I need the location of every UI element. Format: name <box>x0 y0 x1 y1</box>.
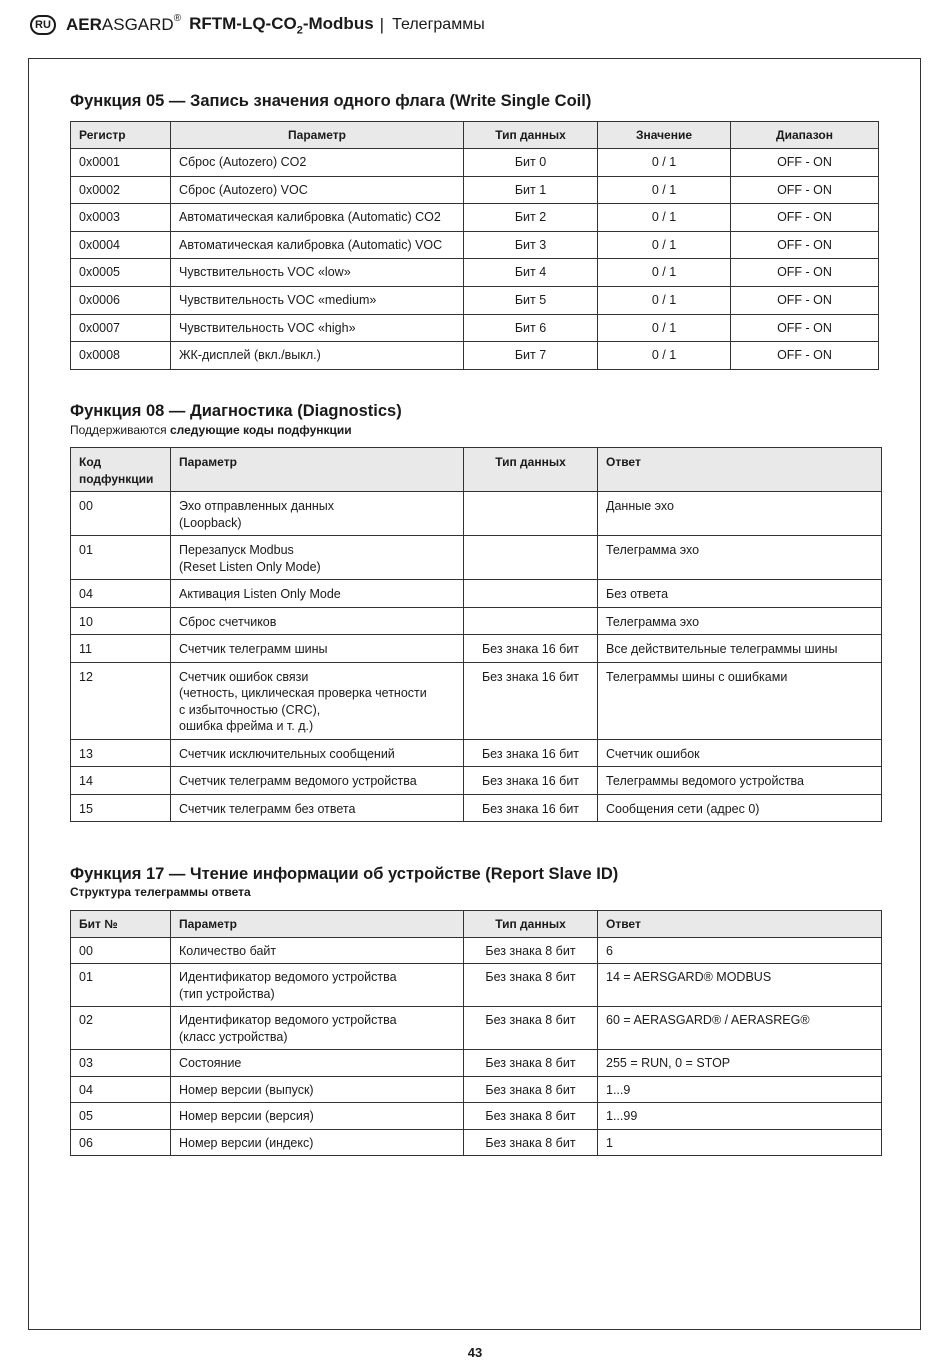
table-row <box>71 1050 882 1077</box>
table-row <box>71 536 882 580</box>
parameter-line: Активация Listen Only Mode <box>179 587 341 601</box>
value-cell: 0 / 1 <box>598 314 731 342</box>
data-type-cell: Без знака 8 бит <box>464 964 598 1007</box>
data-type-cell: Бит 6 <box>464 314 598 342</box>
table-row <box>71 964 882 1007</box>
parameter-line: Счетчик телеграмм без ответа <box>179 801 356 816</box>
answer-cell: Все действительные телеграммы шины <box>598 635 882 663</box>
answer-cell: Телеграмма эхо <box>598 536 882 580</box>
answer-cell: Счетчик ошибок <box>598 739 882 767</box>
table-row <box>71 739 882 767</box>
parameter-cell: Сброс (Autozero) VOC <box>171 176 464 204</box>
table-row <box>71 607 882 635</box>
f08-title: Функция 08 — Диагностика (Diagnostics) <box>70 402 402 420</box>
range-cell: OFF - ON <box>731 314 879 342</box>
answer-cell: Данные эхо <box>598 492 882 536</box>
parameter-line: (Reset Listen Only Mode) <box>179 559 321 574</box>
parameter-line: Счетчик исключительных сообщений <box>179 746 395 761</box>
parameter-line: Состояние <box>179 1056 242 1070</box>
data-type-cell: Без знака 8 бит <box>464 1007 598 1050</box>
table-row <box>71 635 882 663</box>
parameter-cell: Чувствительность VOC «high» <box>171 314 464 342</box>
parameter-cell <box>171 964 464 1007</box>
range-cell: OFF - ON <box>731 259 879 287</box>
table-row <box>71 231 879 259</box>
table-row <box>71 580 882 608</box>
column-header: Тип данных <box>464 448 598 492</box>
code-cell: 11 <box>71 635 171 663</box>
data-type-cell: Без знака 16 бит <box>464 767 598 795</box>
column-header: Бит № <box>71 911 171 938</box>
table-row <box>71 176 879 204</box>
value-cell: 0 / 1 <box>598 259 731 287</box>
data-type-cell: Без знака 8 бит <box>464 937 598 964</box>
parameter-cell <box>171 1103 464 1130</box>
column-header: Параметр <box>171 911 464 938</box>
register-cell: 0x0002 <box>71 176 171 204</box>
data-type-cell: Бит 0 <box>464 149 598 177</box>
brand-logo: AERASGARD® <box>66 13 182 34</box>
answer-cell: Телеграмма эхо <box>598 607 882 635</box>
page-header <box>30 12 485 38</box>
register-cell: 0x0003 <box>71 204 171 232</box>
register-cell: 0x0007 <box>71 314 171 342</box>
code-cell: 03 <box>71 1050 171 1077</box>
table-row <box>71 767 882 795</box>
value-cell: 0 / 1 <box>598 176 731 204</box>
register-cell: 0x0006 <box>71 286 171 314</box>
column-header: Код подфункции <box>71 448 171 492</box>
range-cell: OFF - ON <box>731 286 879 314</box>
parameter-line: с избыточностью (CRC), <box>179 702 321 717</box>
column-header: Ответ <box>598 911 882 938</box>
parameter-cell <box>171 1076 464 1103</box>
data-type-cell <box>464 607 598 635</box>
data-type-cell: Без знака 8 бит <box>464 1129 598 1156</box>
table-row <box>71 286 879 314</box>
parameter-cell <box>171 662 464 739</box>
table-row <box>71 937 882 964</box>
table-row <box>71 149 879 177</box>
parameter-cell: Сброс (Autozero) CO2 <box>171 149 464 177</box>
parameter-line: Номер версии (версия) <box>179 1109 314 1123</box>
parameter-line: (Loopback) <box>179 515 242 530</box>
parameter-cell <box>171 580 464 608</box>
answer-cell: 255 = RUN, 0 = STOP <box>598 1050 882 1077</box>
answer-cell: 60 = AERASGARD® / AERASREG® <box>598 1007 882 1050</box>
column-header: Диапазон <box>731 122 879 149</box>
page-number: 43 <box>467 1345 483 1360</box>
value-cell: 0 / 1 <box>598 286 731 314</box>
table-row <box>71 492 882 536</box>
parameter-line: Идентификатор ведомого устройства <box>179 1013 397 1027</box>
data-type-cell: Бит 1 <box>464 176 598 204</box>
code-cell: 12 <box>71 662 171 739</box>
data-type-cell <box>464 492 598 536</box>
answer-cell: 6 <box>598 937 882 964</box>
parameter-cell <box>171 794 464 822</box>
parameter-cell <box>171 1007 464 1050</box>
code-cell: 04 <box>71 1076 171 1103</box>
data-type-cell: Без знака 16 бит <box>464 794 598 822</box>
parameter-line: Счетчик ошибок связи <box>179 669 309 684</box>
parameter-cell: Чувствительность VOC «low» <box>171 259 464 287</box>
parameter-line: (четность, циклическая проверка четности <box>179 686 427 700</box>
parameter-cell <box>171 767 464 795</box>
answer-cell: 1...99 <box>598 1103 882 1130</box>
data-type-cell: Без знака 8 бит <box>464 1050 598 1077</box>
range-cell: OFF - ON <box>731 176 879 204</box>
f05-title: Функция 05 — Запись значения одного флага (Write Single Coil) <box>70 92 592 110</box>
code-cell: 04 <box>71 580 171 608</box>
register-cell: 0x0005 <box>71 259 171 287</box>
data-type-cell: Бит 4 <box>464 259 598 287</box>
data-type-cell <box>464 536 598 580</box>
parameter-line: (класс устройства) <box>179 1029 288 1044</box>
f17-table <box>70 910 882 1156</box>
parameter-cell <box>171 607 464 635</box>
data-type-cell: Бит 3 <box>464 231 598 259</box>
data-type-cell: Бит 2 <box>464 204 598 232</box>
range-cell: OFF - ON <box>731 204 879 232</box>
code-cell: 05 <box>71 1103 171 1130</box>
f08-subtitle: Поддерживаются следующие коды подфункции <box>70 423 352 437</box>
table-row <box>71 1007 882 1050</box>
parameter-line: ошибка фрейма и т. д.) <box>179 719 314 733</box>
data-type-cell: Без знака 8 бит <box>464 1103 598 1130</box>
parameter-cell <box>171 937 464 964</box>
code-cell: 00 <box>71 492 171 536</box>
data-type-cell: Без знака 16 бит <box>464 739 598 767</box>
table-row <box>71 662 882 739</box>
parameter-cell <box>171 492 464 536</box>
range-cell: OFF - ON <box>731 342 879 370</box>
code-cell: 15 <box>71 794 171 822</box>
answer-cell: Без ответа <box>598 580 882 608</box>
parameter-line: Счетчик телеграмм ведомого устройства <box>179 774 417 788</box>
column-header: Тип данных <box>464 911 598 938</box>
column-header: Параметр <box>171 122 464 149</box>
answer-cell: 1 <box>598 1129 882 1156</box>
parameter-cell <box>171 1129 464 1156</box>
f17-title: Функция 17 — Чтение информации об устройстве (Report Slave ID) <box>70 865 619 883</box>
code-cell: 02 <box>71 1007 171 1050</box>
table-row <box>71 342 879 370</box>
parameter-cell <box>171 739 464 767</box>
range-cell: OFF - ON <box>731 149 879 177</box>
data-type-cell: Бит 7 <box>464 342 598 370</box>
value-cell: 0 / 1 <box>598 231 731 259</box>
table-row <box>71 259 879 287</box>
value-cell: 0 / 1 <box>598 342 731 370</box>
parameter-cell: ЖК-дисплей (вкл./выкл.) <box>171 342 464 370</box>
range-cell: OFF - ON <box>731 231 879 259</box>
parameter-line: Перезапуск Modbus <box>179 543 294 557</box>
table-row <box>71 1076 882 1103</box>
header-separator: | <box>379 15 385 34</box>
section-name: Телеграммы <box>392 16 485 33</box>
data-type-cell: Бит 5 <box>464 286 598 314</box>
column-header: Регистр <box>71 122 171 149</box>
code-cell: 01 <box>71 536 171 580</box>
table-header-row <box>71 122 879 149</box>
table-row <box>71 314 879 342</box>
column-header: Ответ <box>598 448 882 492</box>
answer-cell: Телеграммы ведомого устройства <box>598 767 882 795</box>
parameter-cell: Автоматическая калибровка (Automatic) CO2 <box>171 204 464 232</box>
parameter-cell <box>171 536 464 580</box>
table-header-row <box>71 448 882 492</box>
data-type-cell: Без знака 8 бит <box>464 1076 598 1103</box>
table-row <box>71 204 879 232</box>
parameter-line: Идентификатор ведомого устройства <box>179 970 397 984</box>
parameter-line: Номер версии (индекс) <box>179 1135 314 1150</box>
parameter-line: Номер версии (выпуск) <box>179 1082 314 1097</box>
code-cell: 00 <box>71 937 171 964</box>
code-cell: 06 <box>71 1129 171 1156</box>
parameter-cell: Автоматическая калибровка (Automatic) VOC <box>171 231 464 259</box>
parameter-line: Счетчик телеграмм шины <box>179 642 328 656</box>
parameter-line: Эхо отправленных данных <box>179 499 334 513</box>
f08-table <box>70 447 882 822</box>
answer-cell: Сообщения сети (адрес 0) <box>598 794 882 822</box>
register-cell: 0x0004 <box>71 231 171 259</box>
column-header: Тип данных <box>464 122 598 149</box>
value-cell: 0 / 1 <box>598 204 731 232</box>
parameter-line: Сброс счетчиков <box>179 614 277 629</box>
code-cell: 01 <box>71 964 171 1007</box>
code-cell: 14 <box>71 767 171 795</box>
parameter-line: Количество байт <box>179 943 277 958</box>
data-type-cell: Без знака 16 бит <box>464 635 598 663</box>
code-cell: 10 <box>71 607 171 635</box>
code-cell: 13 <box>71 739 171 767</box>
answer-cell: Телеграммы шины с ошибками <box>598 662 882 739</box>
f05-table <box>70 121 879 370</box>
table-row <box>71 1103 882 1130</box>
value-cell: 0 / 1 <box>598 149 731 177</box>
table-row <box>71 1129 882 1156</box>
answer-cell: 1...9 <box>598 1076 882 1103</box>
register-cell: 0x0001 <box>71 149 171 177</box>
register-cell: 0x0008 <box>71 342 171 370</box>
column-header: Значение <box>598 122 731 149</box>
parameter-cell <box>171 1050 464 1077</box>
column-header: Параметр <box>171 448 464 492</box>
product-name: RFTM-$LQ-CO_2$-Modbus <box>189 13 374 37</box>
parameter-cell <box>171 635 464 663</box>
table-header-row <box>71 911 882 938</box>
parameter-line: (тип устройства) <box>179 986 275 1001</box>
answer-cell: 14 = AERSGARD® MODBUS <box>598 964 882 1007</box>
language-badge: RU <box>30 15 56 35</box>
parameter-cell: Чувствительность VOC «medium» <box>171 286 464 314</box>
f17-subtitle: Структура телеграммы ответа <box>70 885 251 899</box>
data-type-cell: Без знака 16 бит <box>464 662 598 739</box>
table-row <box>71 794 882 822</box>
data-type-cell <box>464 580 598 608</box>
